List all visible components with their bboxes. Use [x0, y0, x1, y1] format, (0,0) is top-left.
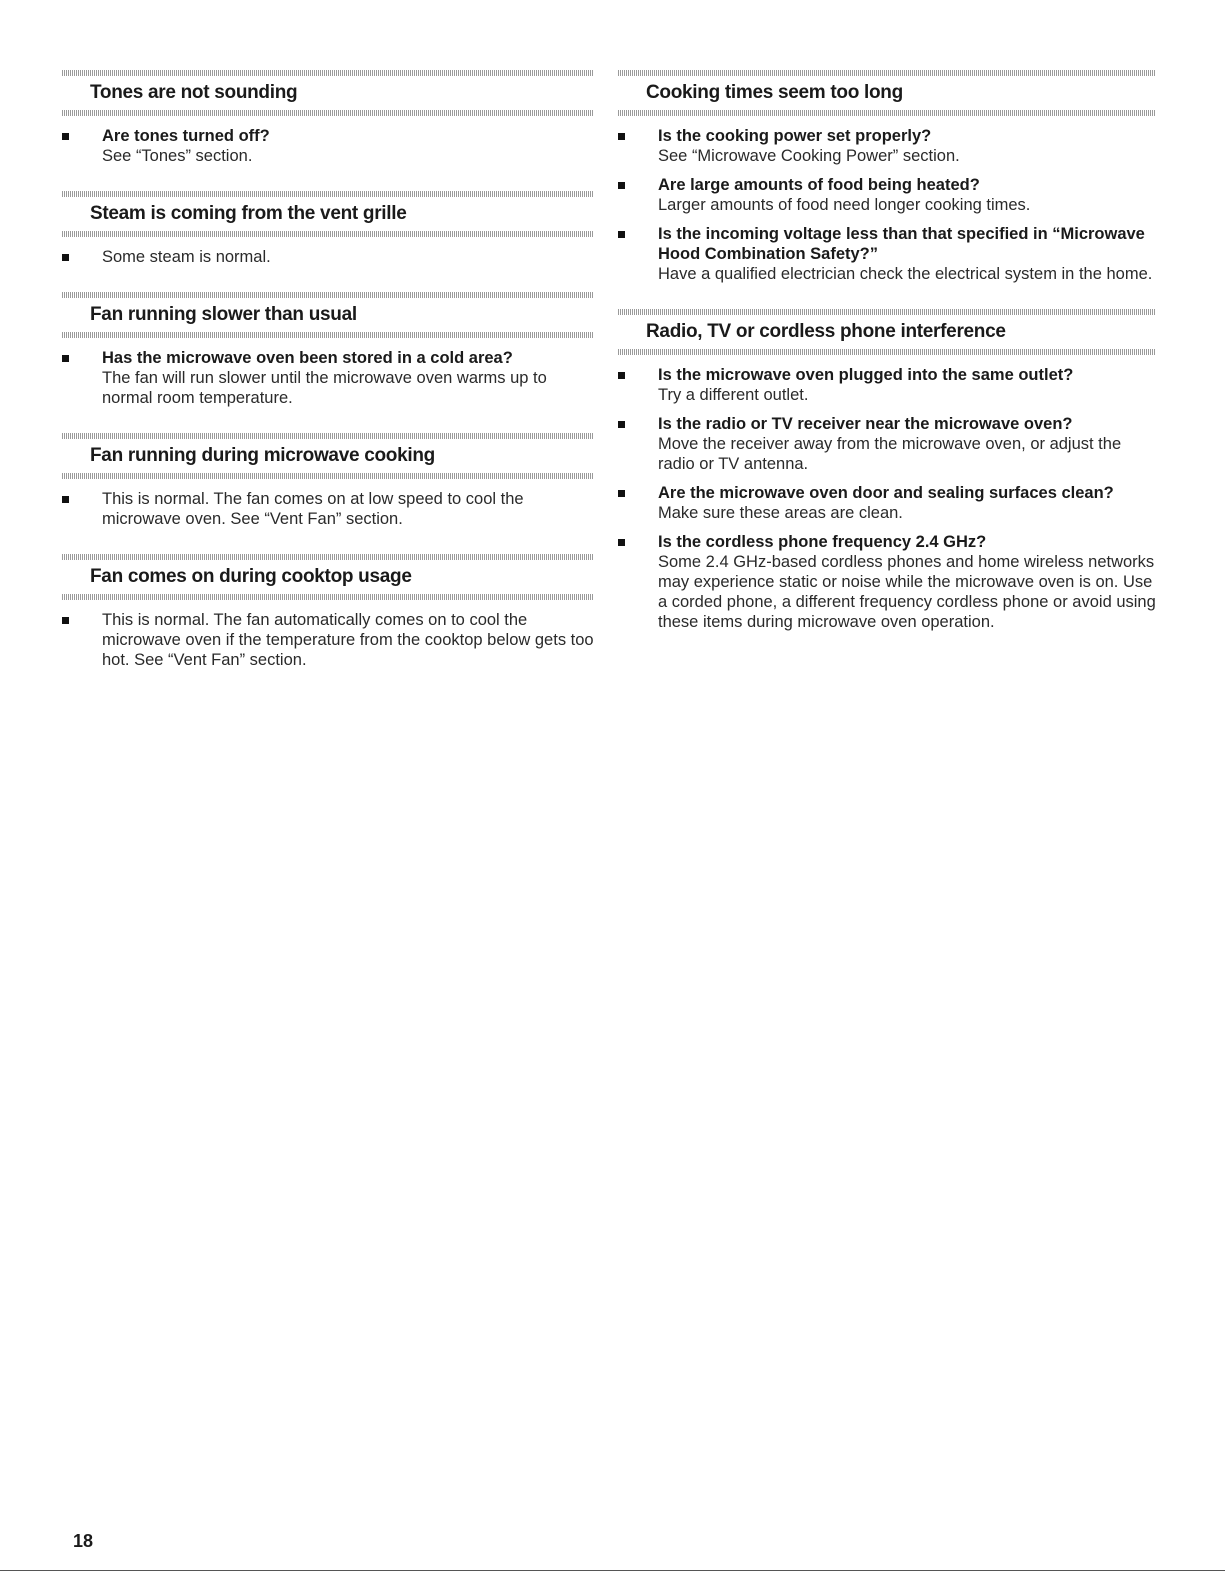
square-bullet-icon — [62, 496, 69, 503]
item-list — [62, 116, 594, 191]
list-item — [62, 126, 594, 166]
list-item — [62, 247, 594, 267]
item-list — [62, 600, 594, 695]
list-item — [62, 489, 594, 529]
item-list — [62, 338, 594, 433]
list-item — [618, 483, 1156, 523]
list-item — [618, 365, 1156, 405]
section-heading: Fan comes on during cooktop usage — [90, 566, 412, 587]
square-bullet-icon — [62, 254, 69, 261]
item-answer: See “Tones” section. — [102, 147, 253, 165]
troubleshooting-section — [618, 70, 1156, 309]
square-bullet-icon — [618, 490, 625, 497]
square-bullet-icon — [62, 355, 69, 362]
section-heading: Fan running slower than usual — [90, 304, 357, 325]
troubleshooting-section — [62, 70, 594, 191]
item-question: Are the microwave oven door and sealing surfaces clean? — [658, 484, 1114, 502]
item-question: Is the microwave oven plugged into the same outlet? — [658, 366, 1074, 384]
item-question: Has the microwave oven been stored in a cold area? — [102, 349, 513, 367]
item-question: Is the incoming voltage less than that specified in “Microwave Hood Combination Safety?” — [658, 225, 1145, 263]
page-number: 18 — [73, 1531, 94, 1551]
item-list — [618, 355, 1156, 657]
item-list — [618, 116, 1156, 309]
list-item — [618, 414, 1156, 474]
list-item — [618, 224, 1156, 284]
item-answer: Some 2.4 GHz-based cordless phones and home wireless networks may experience static or noise while the microwave oven is on. Use a corded phone, a different frequency cordless phone or avoid using these items during microwave oven operation. — [658, 553, 1156, 631]
square-bullet-icon — [618, 539, 625, 546]
list-item — [618, 175, 1156, 215]
section-heading: Radio, TV or cordless phone interference — [646, 321, 1006, 342]
list-item — [62, 610, 594, 670]
item-answer: See “Microwave Cooking Power” section. — [658, 147, 960, 165]
item-answer: Have a qualified electrician check the electrical system in the home. — [658, 265, 1153, 283]
item-answer: Some steam is normal. — [102, 248, 271, 266]
item-answer: This is normal. The fan automatically comes on to cool the microwave oven if the temperature from the cooktop below gets too hot. See “Vent Fan” section. — [102, 611, 594, 669]
item-answer: Larger amounts of food need longer cooking times. — [658, 196, 1031, 214]
square-bullet-icon — [618, 133, 625, 140]
item-question: Are large amounts of food being heated? — [658, 176, 980, 194]
item-question: Is the radio or TV receiver near the microwave oven? — [658, 415, 1073, 433]
item-answer: Move the receiver away from the microwave oven, or adjust the radio or TV antenna. — [658, 435, 1122, 473]
troubleshooting-section — [62, 554, 594, 695]
square-bullet-icon — [62, 133, 69, 140]
square-bullet-icon — [62, 617, 69, 624]
section-heading: Steam is coming from the vent grille — [90, 203, 407, 224]
section-heading: Fan running during microwave cooking — [90, 445, 435, 466]
item-answer: The fan will run slower until the microwave oven warms up to normal room temperature. — [102, 369, 547, 407]
section-heading: Tones are not sounding — [90, 82, 298, 103]
item-question: Is the cordless phone frequency 2.4 GHz? — [658, 533, 987, 551]
item-list — [62, 237, 594, 292]
troubleshooting-section — [62, 433, 594, 554]
square-bullet-icon — [618, 182, 625, 189]
list-item — [62, 348, 594, 408]
item-question: Are tones turned off? — [102, 127, 270, 145]
item-answer: Try a different outlet. — [658, 386, 809, 404]
troubleshooting-section — [618, 309, 1156, 657]
left-column — [62, 70, 594, 695]
square-bullet-icon — [618, 231, 625, 238]
item-answer: Make sure these areas are clean. — [658, 504, 903, 522]
troubleshooting-section — [62, 191, 594, 292]
square-bullet-icon — [618, 421, 625, 428]
item-question: Is the cooking power set properly? — [658, 127, 932, 145]
troubleshooting-section — [62, 292, 594, 433]
list-item — [618, 532, 1156, 632]
square-bullet-icon — [618, 372, 625, 379]
bottom-rule — [0, 1570, 1225, 1571]
list-item — [618, 126, 1156, 166]
right-column — [618, 70, 1156, 657]
section-heading: Cooking times seem too long — [646, 82, 903, 103]
item-answer: This is normal. The fan comes on at low speed to cool the microwave oven. See “Vent Fan” section. — [102, 490, 524, 528]
item-list — [62, 479, 594, 554]
